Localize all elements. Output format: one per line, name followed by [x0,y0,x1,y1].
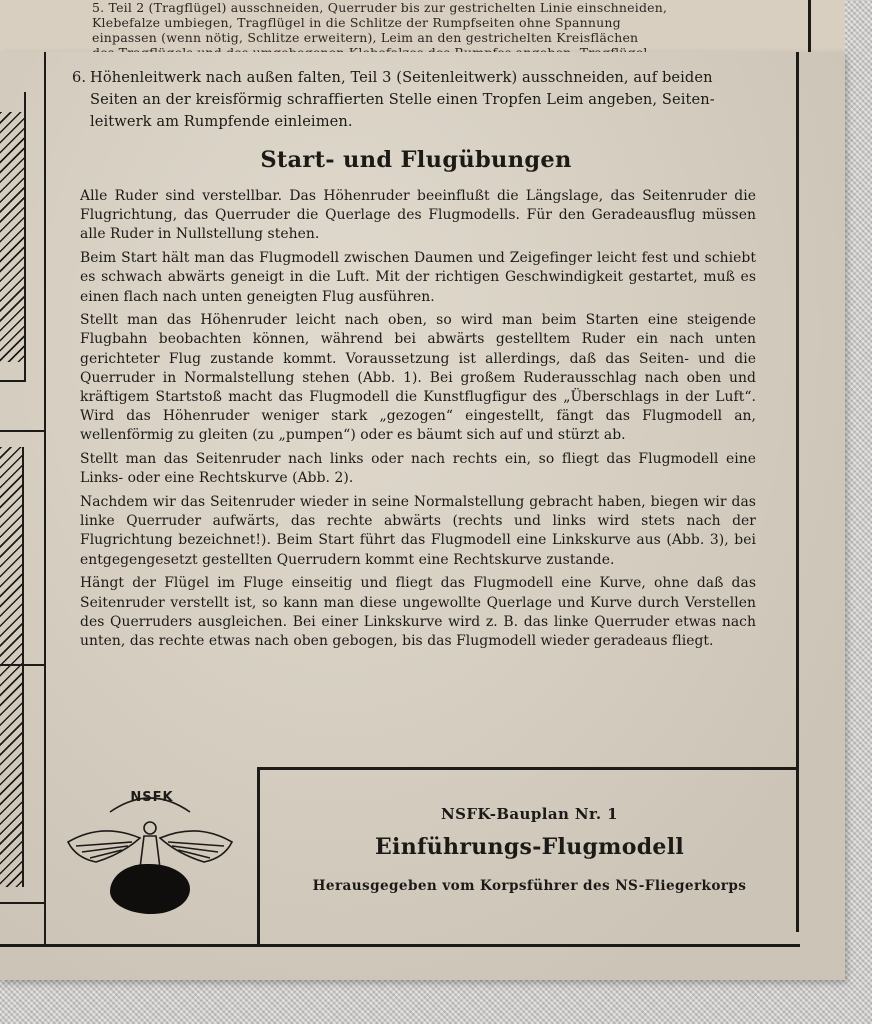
step-number: 6. [72,69,87,86]
title-box [257,767,799,944]
header-fragment [92,0,812,60]
paragraph: Nachdem wir das Seitenruder wieder in seine Normalstellung gebracht haben, biegen wir das linke Querruder aufwärts, das rechte abwärts (rechts und links wird stets nach der Flugrichtung bezeichnet!). Beim Start führt das Flugmodell eine Linkskurve aus (Abb. 3), bei entgegengesetzt gestellten Querrudern kommt eine Rechtskurve zustande. [80,494,756,568]
redaction-blot [110,864,190,914]
paragraph: Alle Ruder sind verstellbar. Das Höhenruder beeinflußt die Längslage, das Seitenruder die Flugrichtung, das Querruder die Querlage des Flugmodells. Für den Geradeausflug müssen alle Ruder in Nullstellung stehen. [80,188,756,243]
publisher-line: Herausgegeben vom Korpsführer des NS-Fliegerkorps [312,878,747,894]
instructions-body [80,187,756,656]
step-line: Höhenleitwerk nach außen falten, Teil 3 (Seitenleitwerk) ausschneiden, auf beiden [90,69,713,86]
instruction-step-6 [72,67,772,133]
strip-line [0,430,44,432]
strip-line [22,447,24,887]
step-line: Seiten an der kreisförmig schraffierten Stelle einen Tropfen Leim angeben, Seiten- [90,91,715,108]
back-frame-line [808,0,811,52]
strip-line [0,380,26,382]
strip-line [0,664,44,666]
frame-line-bottom [0,944,800,947]
step-line: leitwerk am Rumpfende einleimen. [90,113,353,130]
main-sheet [0,52,845,980]
frame-line-left [44,52,46,946]
section-title: Start- und Flugübungen [260,147,572,173]
paragraph: Beim Start hält man das Flugmodell zwischen Daumen und Zeigefinger leicht fest und schiebt es schwach abwärts geneigt in die Luft. Mit der richtigen Geschwindigkeit gestartet, muß es einen flach nach unten geneigten Flug ausführen. [80,250,756,305]
hatched-strip [0,447,22,887]
fragment-line: einpassen (wenn nötig, Schlitze erweitern), Leim an den gestrichelten Kreisflächen [92,30,639,45]
strip-line [0,902,44,904]
model-name: Einführungs-Flugmodell [374,834,685,860]
plan-number: NSFK-Bauplan Nr. 1 [440,805,619,823]
paragraph: Stellt man das Seitenruder nach links oder nach rechts ein, so fliegt das Flugmodell eine Links- oder eine Rechtskurve (Abb. 2). [80,451,756,487]
fragment-line: Klebefalze umbiegen, Tragflügel in die Schlitze der Rumpfseiten ohne Spannung [92,15,621,30]
paragraph: Stellt man das Höhenruder leicht nach oben, so wird man beim Starten eine steigende Flugbahn beobachten können, während bei abwärts gestelltem Ruder ein nach unten gerichteter Flug zustande kommt. Voraussetzung ist allerdings, daß das Seiten- und die Querruder in Normalstellung stehen (Abb. 1). Bei großem Ruderausschlag nach oben und kräftigem Startstoß macht das Flugmodell die Kunstflugfigur des „Überschlags in der Luft“. Wird das Höhenruder weniger stark „gezogen“ eingestellt, fängt das Flugmodell an, wellenförmig zu gleiten (zu „pumpen“) oder es bäumt sich auf und stürzt ab. [80,312,756,444]
paragraph: Hängt der Flügel im Fluge einseitig und fliegt das Flugmodell eine Kurve, ohne daß das Seitenruder verstellt ist, so kann man diese ungewollte Querlage und Kurve durch Verstellen des Querruders ausgleichen. Bei einer Linkskurve wird z. B. das linke Querruder etwas nach unten, das rechte etwas nach oben gebogen, bis das Flugmodell wieder geradeaus fliegt. [80,575,756,649]
strip-line [24,92,26,382]
emblem-label: NSFK [130,790,174,805]
fragment-line: 5. Teil 2 (Tragflügel) ausschneiden, Querruder bis zur gestrichelten Linie einschneiden, [92,0,668,15]
